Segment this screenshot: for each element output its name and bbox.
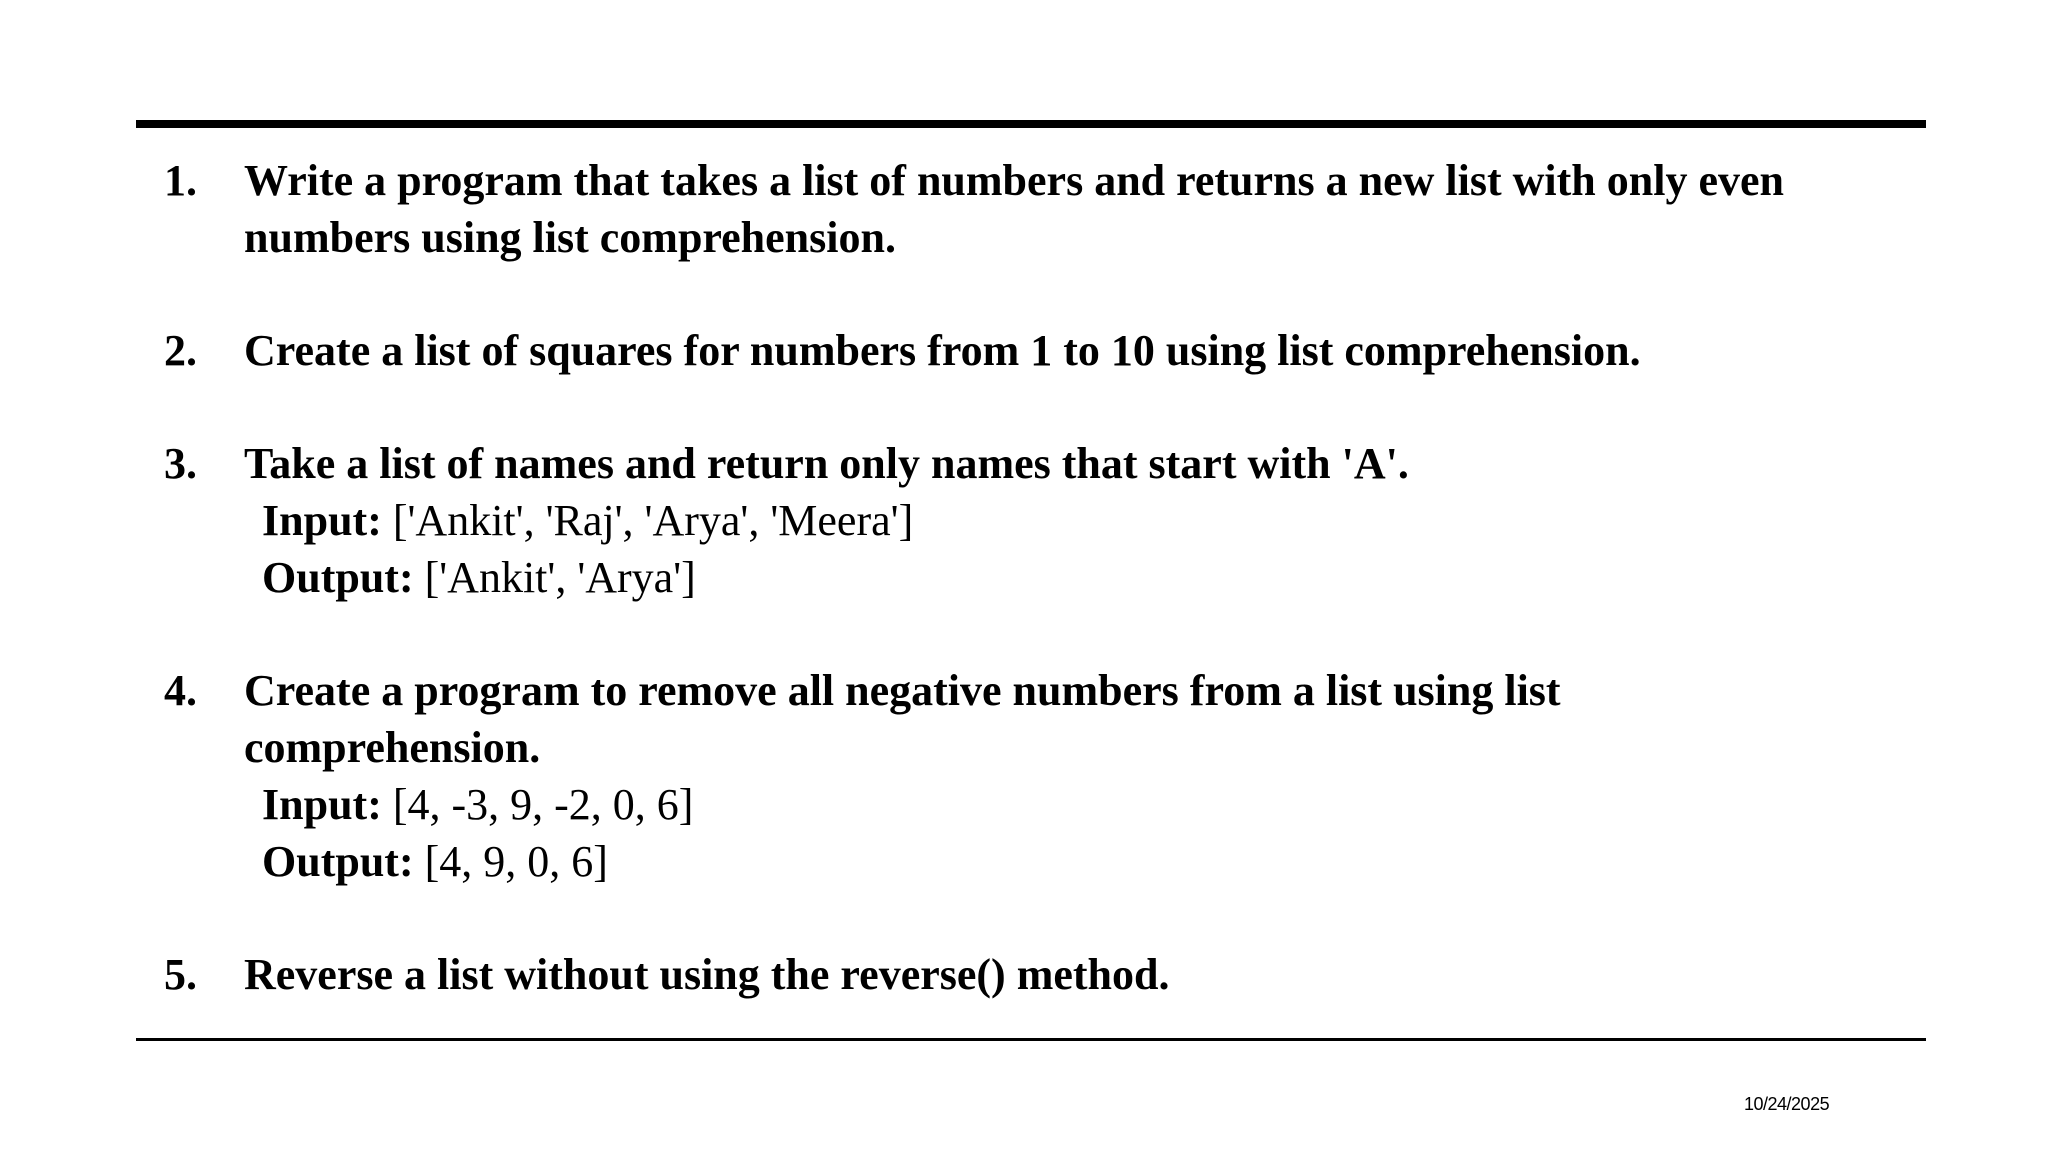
question-text: Take a list of names and return only names that start with 'A'.: [244, 439, 1409, 488]
input-value: [4, -3, 9, -2, 0, 6]: [392, 780, 694, 829]
question-item-3: [164, 435, 1914, 606]
output-value: [4, 9, 0, 6]: [424, 837, 608, 886]
question-item-1: [164, 152, 1914, 266]
question-list: [164, 152, 1914, 1003]
question-item-2: [164, 322, 1914, 379]
input-label: Input:: [262, 496, 382, 545]
question-text: Create a program to remove all negative numbers from a list using list comprehension.: [244, 666, 1561, 772]
example-input: [244, 776, 1914, 833]
question-body: [244, 152, 1914, 266]
question-text: Create a list of squares for numbers from 1 to 10 using list comprehension.: [244, 326, 1641, 375]
question-number: 5.: [164, 950, 197, 999]
question-text: Write a program that takes a list of numbers and returns a new list with only even numbers using list comprehension.: [244, 156, 1784, 262]
example-input: [244, 492, 1914, 549]
example-output: [244, 549, 1914, 606]
question-number: 2.: [164, 326, 197, 375]
footer-date: 10/24/2025: [1744, 1094, 1830, 1114]
question-body: [244, 322, 1914, 379]
question-item-5: [164, 946, 1914, 1003]
question-text: Reverse a list without using the reverse() method.: [244, 950, 1170, 999]
output-label: Output:: [262, 837, 414, 886]
output-value: ['Ankit', 'Arya']: [424, 553, 696, 602]
input-value: ['Ankit', 'Raj', 'Arya', 'Meera']: [392, 496, 914, 545]
question-body: [244, 662, 1914, 890]
question-number: 1.: [164, 156, 197, 205]
question-body: [244, 946, 1914, 1003]
example-output: [244, 833, 1914, 890]
question-number: 4.: [164, 666, 197, 715]
question-body: [244, 435, 1914, 606]
question-number: 3.: [164, 439, 197, 488]
output-label: Output:: [262, 553, 414, 602]
question-item-4: [164, 662, 1914, 890]
bottom-divider: [136, 1038, 1926, 1041]
input-label: Input:: [262, 780, 382, 829]
top-divider: [136, 120, 1926, 128]
